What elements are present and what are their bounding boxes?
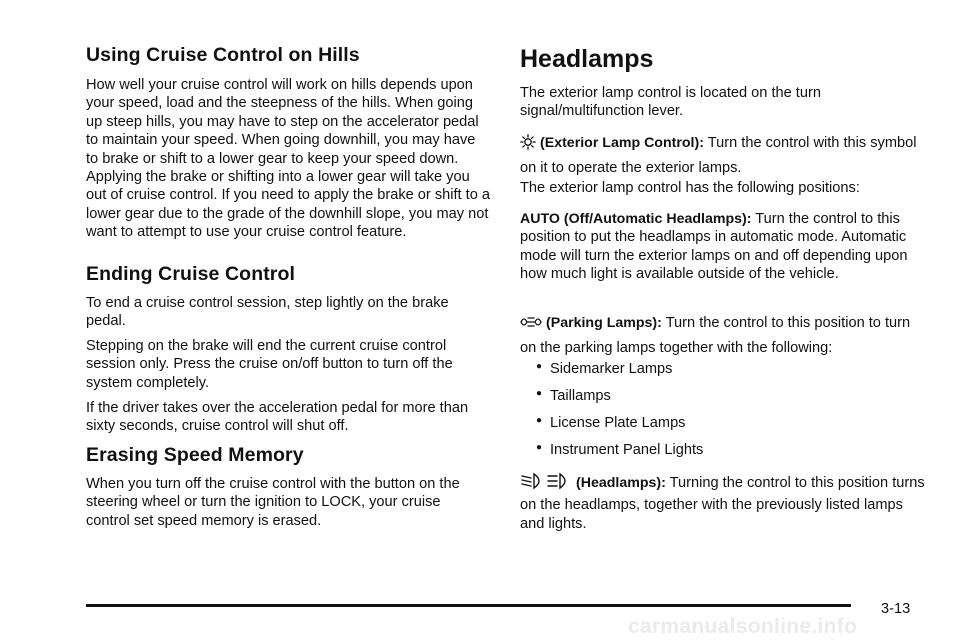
- list-item: ● License Plate Lamps: [536, 415, 686, 431]
- headlamps-position-text: Turning the control to this position turns on the headlamps, together with the previously listed lamps and lights.: [520, 475, 925, 532]
- headlamps-position-label: (Headlamps):: [576, 475, 666, 491]
- parking-lamps-text: Turn the control to this position to turn on the parking lamps together with the following:: [520, 315, 911, 356]
- parking-lamp-icon: [520, 314, 542, 338]
- footer-rule: [86, 604, 851, 607]
- paragraph-ending-3: If the driver takes over the acceleration pedal for more than sixty seconds, cruise control will shut off.: [86, 400, 469, 435]
- auto-text: Turn the control to this position to put the headlamps in automatic mode. Automatic mode will turn the exterior lamps on and off depending upon how much light is available outside of the vehicle.: [520, 211, 908, 283]
- section-heading-cruise-hills: Using Cruise Control on Hills: [86, 44, 360, 66]
- paragraph-erasing-memory: When you turn off the cruise control with the button on the steering wheel or turn the ignition to LOCK, your cruise control set speed memory is erased.: [86, 476, 460, 529]
- headlamp-icon: [520, 472, 572, 496]
- auto-paragraph: [520, 210, 925, 284]
- paragraph-ending-1: To end a cruise control session, step lightly on the brake pedal.: [86, 295, 449, 330]
- paragraph-cruise-hills: How well your cruise control will work on hills depends upon your speed, load and the steepness of the hills. When going up steep hills, you may have to step on the accelerator pedal to maintain your speed. When going downhill, you may have to brake or shift to a lower gear to keep your speed down. Applying the brake or shifting into a lower gear will take you out of cruise control. If you need to apply the brake or shift to a lower gear due to the grade of the downhill slope, you may not want to attempt to use your cruise control feature.: [86, 77, 490, 241]
- list-item: ● Sidemarker Lamps: [536, 361, 673, 377]
- section-heading-ending-cruise: Ending Cruise Control: [86, 263, 296, 285]
- parking-lamps-label: (Parking Lamps):: [546, 315, 662, 331]
- exterior-lamp-text: Turn the control with this symbol on it to operate the exterior lamps.: [520, 135, 917, 176]
- list-item: ● Instrument Panel Lights: [536, 442, 704, 458]
- section-heading-erasing-memory: Erasing Speed Memory: [86, 444, 304, 466]
- exterior-lamp-paragraph: [520, 133, 925, 179]
- bullet-icon: ●: [536, 388, 543, 399]
- headlamps-intro: The exterior lamp control is located on the turn signal/multifunction lever.: [520, 85, 821, 120]
- exterior-lamp-label: (Exterior Lamp Control):: [540, 135, 704, 151]
- positions-intro: The exterior lamp control has the following positions:: [520, 180, 860, 196]
- page-number: 3-13: [881, 601, 911, 617]
- bullet-icon: ●: [536, 361, 543, 372]
- headlamps-position-paragraph: [520, 472, 925, 534]
- parking-lamps-list: [520, 359, 703, 467]
- bullet-icon: ●: [536, 442, 543, 453]
- watermark: carmanualsonline.info: [628, 615, 858, 638]
- auto-label: AUTO (Off/Automatic Headlamps):: [520, 211, 752, 227]
- list-item: ● Taillamps: [536, 388, 611, 404]
- paragraph-ending-2: Stepping on the brake will end the current cruise control session only. Press the cruise on/off button to turn off the system completely.: [86, 338, 453, 391]
- exterior-lamp-icon: [520, 134, 536, 158]
- bullet-icon: ●: [536, 415, 543, 426]
- parking-lamps-paragraph: [520, 313, 925, 359]
- headlamps-heading: Headlamps: [520, 45, 654, 73]
